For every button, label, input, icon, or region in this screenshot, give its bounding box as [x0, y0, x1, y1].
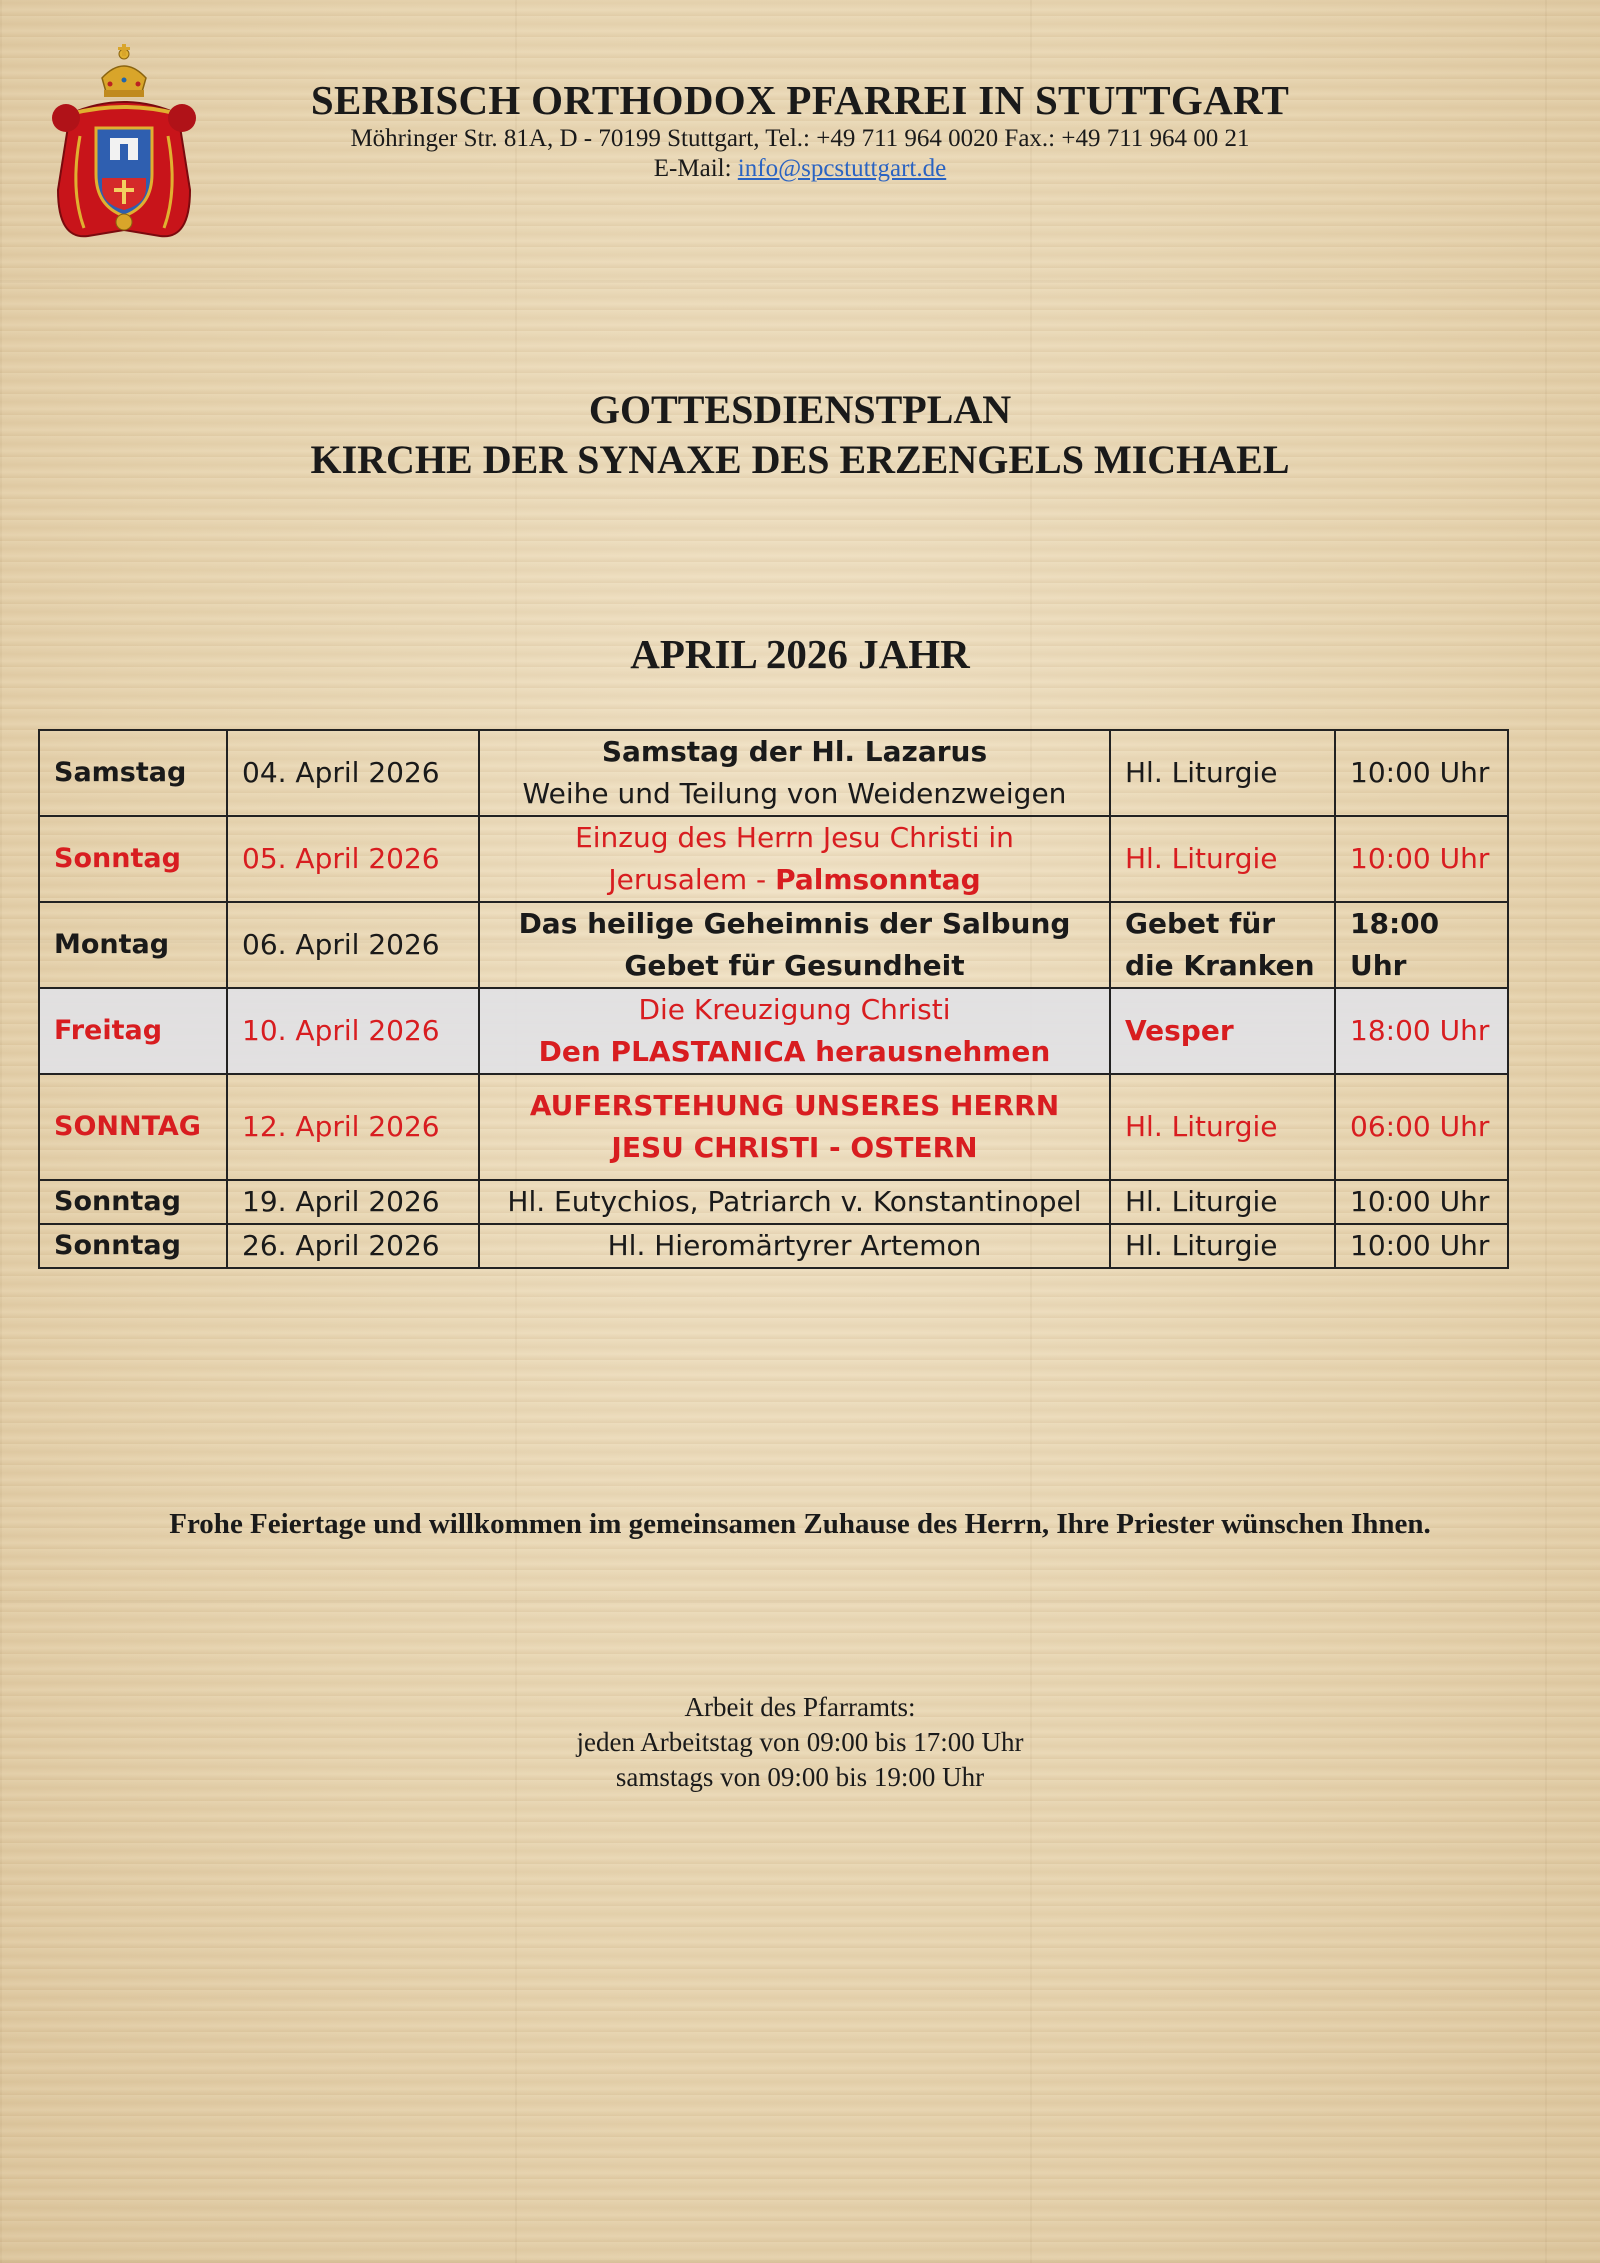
date-cell: 05. April 2026	[227, 816, 479, 902]
day-cell: Sonntag	[39, 1180, 227, 1224]
office-hours	[0, 1690, 1600, 1795]
email-label: E-Mail:	[653, 155, 738, 182]
event-line: JESU CHRISTI - OSTERN	[611, 1131, 978, 1164]
church-crest-logo	[40, 40, 208, 240]
service-schedule-table	[38, 729, 1509, 1269]
table-row	[39, 730, 1508, 816]
date-cell: 06. April 2026	[227, 902, 479, 988]
service-cell: Vesper	[1110, 988, 1335, 1074]
table-row	[39, 988, 1508, 1074]
crown-icon	[102, 44, 146, 97]
day-cell: Samstag	[39, 730, 227, 816]
office-hours-weekdays: jeden Arbeitstag von 09:00 bis 17:00 Uhr	[576, 1727, 1024, 1757]
parish-email-line	[200, 154, 1400, 184]
event-line: Weihe und Teilung von Weidenzweigen	[522, 777, 1067, 810]
service-cell	[1110, 902, 1335, 988]
service-cell: Hl. Liturgie	[1110, 816, 1335, 902]
date-cell: 19. April 2026	[227, 1180, 479, 1224]
time-cell: 10:00 Uhr	[1335, 816, 1508, 902]
office-hours-saturdays: samstags von 09:00 bis 19:00 Uhr	[615, 1762, 985, 1792]
title-line-1: GOTTESDIENSTPLAN	[588, 387, 1012, 432]
table-row	[39, 1224, 1508, 1268]
email-link[interactable]: info@spcstuttgart.de	[737, 155, 947, 182]
date-cell: 04. April 2026	[227, 730, 479, 816]
event-cell	[479, 902, 1110, 988]
day-cell: SONNTAG	[39, 1074, 227, 1180]
time-cell: 10:00 Uhr	[1335, 1224, 1508, 1268]
holiday-greeting: Frohe Feiertage und willkommen im gemeinsamen Zuhause des Herrn, Ihre Priester wünschen Ihnen.	[169, 1508, 1431, 1540]
event-cell	[479, 988, 1110, 1074]
day-cell: Sonntag	[39, 816, 227, 902]
service-line: Gebet für	[1125, 907, 1276, 940]
event-line: Samstag der Hl. Lazarus	[601, 735, 988, 768]
service-cell: Hl. Liturgie	[1110, 1224, 1335, 1268]
event-cell	[479, 816, 1110, 902]
office-hours-title: Arbeit des Pfarramts:	[684, 1692, 916, 1722]
event-line	[494, 859, 1095, 901]
parish-header	[200, 76, 1400, 184]
event-text: Jerusalem -	[608, 863, 776, 896]
service-cell: Hl. Liturgie	[1110, 1180, 1335, 1224]
event-line: Einzug des Herrn Jesu Christi in	[575, 821, 1014, 854]
table-row	[39, 1180, 1508, 1224]
event-line: Den PLASTANICA herausnehmen	[538, 1035, 1051, 1068]
title-line-2: KIRCHE DER SYNAXE DES ERZENGELS MICHAEL	[310, 437, 1290, 482]
day-cell: Freitag	[39, 988, 227, 1074]
parish-name: SERBISCH ORTHODOX PFARREI IN STUTTGART	[310, 77, 1290, 123]
event-line: Gebet für Gesundheit	[624, 949, 965, 982]
time-cell: 10:00 Uhr	[1335, 730, 1508, 816]
time-cell: 18:00 Uhr	[1335, 902, 1508, 988]
table-row	[39, 1074, 1508, 1180]
time-cell: 18:00 Uhr	[1335, 988, 1508, 1074]
table-row	[39, 816, 1508, 902]
event-line: Das heilige Geheimnis der Salbung	[518, 907, 1071, 940]
event-emphasis: Palmsonntag	[775, 863, 981, 896]
event-line: Die Kreuzigung Christi	[638, 993, 951, 1026]
event-cell: Hl. Hieromärtyrer Artemon	[479, 1224, 1110, 1268]
day-cell: Sonntag	[39, 1224, 227, 1268]
event-line: AUFERSTEHUNG UNSERES HERRN	[529, 1089, 1060, 1122]
parish-address: Möhringer Str. 81A, D - 70199 Stuttgart, Tel.: +49 711 964 0020 Fax.: +49 711 964 00 21	[350, 125, 1250, 152]
event-cell	[479, 1074, 1110, 1180]
day-cell: Montag	[39, 902, 227, 988]
date-cell: 10. April 2026	[227, 988, 479, 1074]
date-cell: 12. April 2026	[227, 1074, 479, 1180]
service-cell: Hl. Liturgie	[1110, 1074, 1335, 1180]
month-heading: APRIL 2026 JAHR	[630, 631, 970, 677]
time-cell: 06:00 Uhr	[1335, 1074, 1508, 1180]
time-cell: 10:00 Uhr	[1335, 1180, 1508, 1224]
event-cell	[479, 730, 1110, 816]
document-title	[0, 385, 1600, 485]
service-line: die Kranken	[1125, 949, 1315, 982]
event-cell: Hl. Eutychios, Patriarch v. Konstantinopel	[479, 1180, 1110, 1224]
date-cell: 26. April 2026	[227, 1224, 479, 1268]
table-row	[39, 902, 1508, 988]
service-cell: Hl. Liturgie	[1110, 730, 1335, 816]
